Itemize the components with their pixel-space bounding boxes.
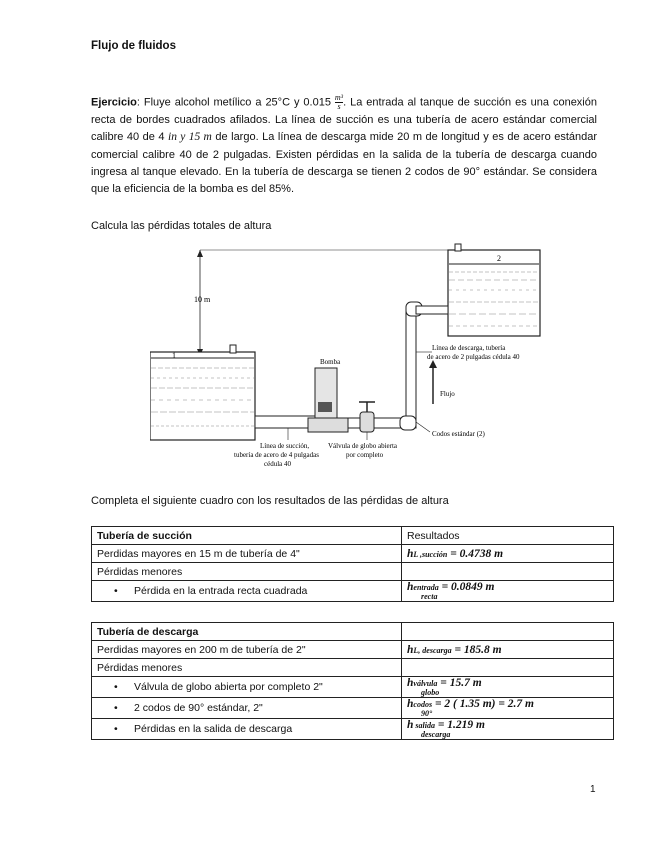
upper-tank-vent: [455, 244, 461, 251]
suction-pipe: [255, 416, 315, 428]
exercise-text-2: . La entrada al tanque de succión es una conexión recta de bordes cuadrados afilados. La línea de succión es una tubería de acero estándar comercial calibre 40 de 4: [91, 96, 597, 144]
h-subscript: válvula: [413, 679, 438, 688]
question-1: Calcula las pérdidas totales de altura: [91, 220, 272, 232]
discharge-minor-label: Pérdidas menores: [92, 659, 402, 677]
bottom-elbow: [400, 416, 416, 430]
pump-label: Bomba: [320, 358, 341, 366]
suction-major-value: [402, 545, 614, 563]
table-row: [92, 641, 614, 659]
suction-losses-table: [91, 526, 614, 602]
suction-minor-label: Pérdidas menores: [92, 563, 402, 581]
exercise-text-1: : Fluye alcohol metílico a 25°C y 0.015: [136, 96, 335, 109]
result-value: = 1.219 m: [434, 719, 485, 731]
exercise-text-3: de largo. La línea de descarga mide 20 m de longitud y es de acero estándar comercial calibre 40 de 2 pulgadas. Existen pérdidas en la salida de la tubería de descarga cuando ingresa al tanque elevado. En la tubería de descarga se tienen 2 codos de 90° estándar. Se considera que la eficiencia de la bomba es del 85%.: [91, 131, 598, 196]
suction-label-3: cédula 40: [264, 460, 292, 468]
result-value: = 2 ( 1.35 m) = 2.7 m: [432, 698, 534, 710]
h-symbol: h: [407, 719, 414, 731]
table-row: [92, 719, 614, 740]
height-arrow-top: [197, 250, 203, 257]
h-subscript: L, descarga: [413, 645, 452, 655]
h-subscript-under: recta: [421, 592, 438, 601]
exercise-paragraph: [91, 94, 597, 199]
suction-header: Tubería de succión: [92, 527, 402, 545]
discharge-major-value: [402, 641, 614, 659]
h-symbol: h: [407, 547, 414, 560]
valve-loss-label: • Válvula de globo abierta por completo 2": [92, 677, 402, 698]
discharge-inlet-pipe: [416, 306, 448, 314]
height-label: 10 m: [194, 295, 211, 304]
flow-unit-den: s: [337, 102, 341, 111]
result-value: = 0.0849 m: [438, 581, 495, 593]
valve-label-2: por completo: [346, 451, 384, 459]
tank-2-label: 2: [497, 254, 501, 263]
table-row: [92, 659, 614, 677]
exit-loss-label: • Pérdidas en la salida de descarga: [92, 719, 402, 740]
exercise-label: Ejercicio: [91, 96, 137, 109]
table-row: [92, 698, 614, 719]
h-subscript-under: globo: [421, 688, 440, 697]
discharge-losses-table: [91, 622, 614, 740]
elbows-loss-value: [402, 698, 614, 719]
flow-label: Flujo: [440, 390, 455, 398]
table-row: [92, 563, 614, 581]
flow-unit-num: m³: [334, 93, 344, 102]
h-symbol: h: [407, 677, 414, 689]
table-row: [92, 527, 614, 545]
discharge-pipe-vertical: [406, 308, 416, 428]
question-2: Completa el siguiente cuadro con los resultados de las pérdidas de altura: [91, 495, 449, 507]
flow-unit: [335, 94, 343, 111]
suction-major-label: Perdidas mayores en 15 m de tubería de 4": [92, 545, 402, 563]
results-header: Resultados: [402, 527, 614, 545]
page-number: 1: [590, 784, 596, 795]
h-symbol: h: [407, 581, 414, 593]
h-subscript-under: 90°: [421, 709, 433, 718]
valve-label-1: Válvula de globo abierta: [328, 442, 398, 450]
discharge-pipe-horizontal: [348, 418, 406, 428]
upper-tank: [448, 250, 540, 336]
table-row: [92, 623, 614, 641]
h-subscript: entrada: [413, 583, 439, 592]
h-subscript: codos: [413, 700, 433, 709]
suction-label-2: tubería de acero de 4 pulgadas: [234, 451, 319, 459]
suction-label-1: Línea de succión,: [260, 442, 310, 450]
h-subscript: salida: [413, 721, 435, 730]
result-value: = 15.7 m: [437, 677, 482, 689]
discharge-line-label-2: de acero de 2 pulgadas cédula 40: [427, 353, 520, 361]
entrance-loss-label: • Pérdida en la entrada recta cuadrada: [92, 581, 402, 602]
pump-base: [308, 418, 348, 432]
exercise-math: in y 15 m: [168, 131, 212, 144]
h-symbol: h: [407, 643, 414, 656]
elbows-loss-label: • 2 codos de 90° estándar, 2": [92, 698, 402, 719]
elbows-pointer: [416, 422, 430, 432]
table-row: [92, 545, 614, 563]
discharge-header: Tubería de descarga: [92, 623, 402, 641]
entrance-loss-value: [402, 581, 614, 602]
result-value: = 0.4738 m: [447, 547, 504, 560]
empty-cell: [402, 659, 614, 677]
globe-valve-body: [360, 412, 374, 432]
exit-loss-value: [402, 719, 614, 740]
suction-tank: [150, 352, 255, 440]
h-symbol: h: [407, 698, 414, 710]
tank-1-label: 1: [172, 351, 176, 360]
flow-arrow-head: [429, 360, 437, 368]
valve-loss-value: [402, 677, 614, 698]
table-row: [92, 677, 614, 698]
pump-casing: [318, 402, 332, 412]
discharge-line-label-1: Línea de descarga, tubería: [432, 344, 506, 352]
empty-cell: [402, 623, 614, 641]
discharge-major-label: Perdidas mayores en 200 m de tubería de 2": [92, 641, 402, 659]
result-value: = 185.8 m: [451, 643, 502, 656]
h-subscript: L ,succión: [413, 549, 448, 559]
table-row: [92, 581, 614, 602]
h-subscript-under: descarga: [421, 730, 451, 739]
page-title: Flujo de fluidos: [91, 40, 176, 52]
elbows-label: Codos estándar (2): [432, 430, 485, 438]
empty-cell: [402, 563, 614, 581]
pipe-system-diagram: [150, 236, 550, 484]
suction-tank-vent: [230, 345, 236, 353]
